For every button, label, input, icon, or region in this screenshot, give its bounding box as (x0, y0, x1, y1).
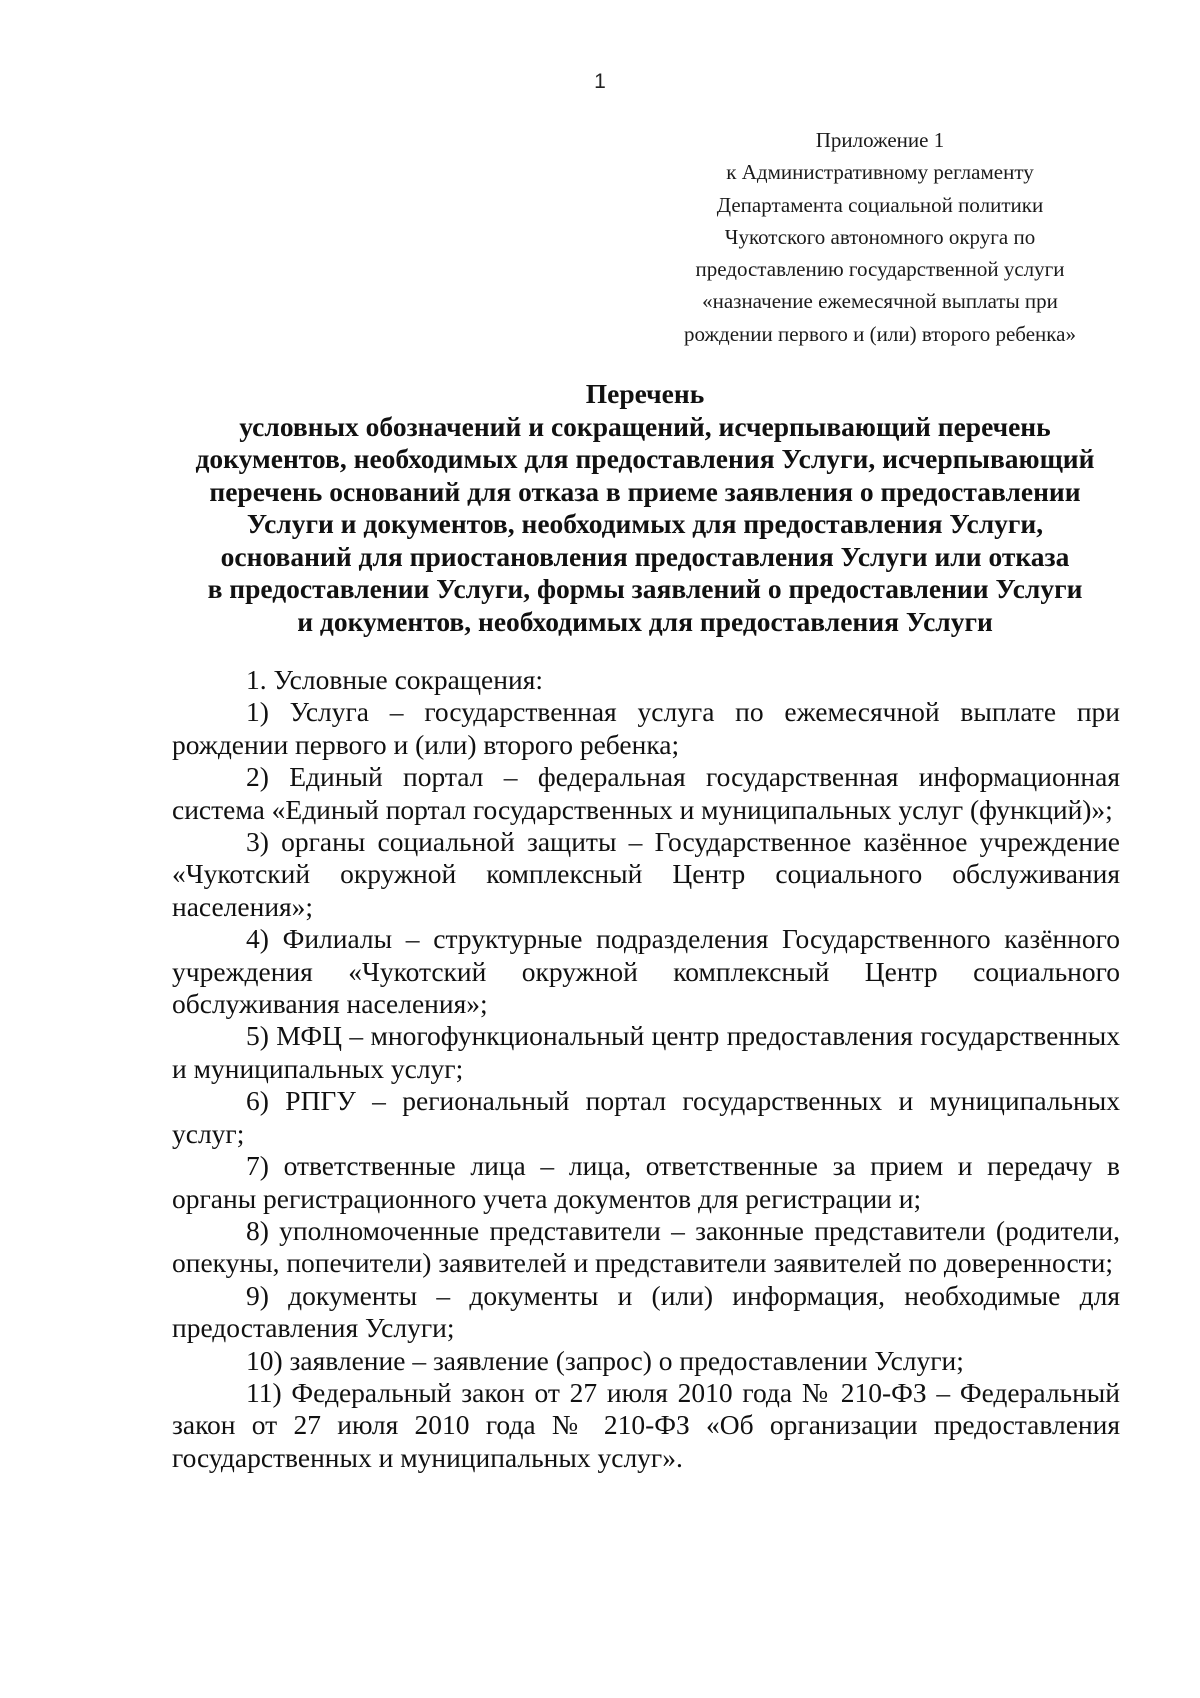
title-line: в предоставлении Услуги, формы заявлений о предоставлении Услуги (207, 573, 1083, 604)
title-heading: Перечень (585, 378, 705, 409)
list-item: 4) Филиалы – структурные подразделения Государственного казённого учреждения «Чукотский окружной комплексный Центр социального обслуживания населения»; (172, 923, 1120, 1020)
appendix-line: Приложение 1 (815, 128, 945, 152)
appendix-line: Чукотского автономного округа по (724, 224, 1036, 249)
list-item: 10) заявление – заявление (запрос) о предоставлении Услуги; (246, 1344, 964, 1376)
list-item: 5) МФЦ – многофункциональный центр предоставления государственных и муниципальных услуг; (172, 1020, 1120, 1084)
appendix-line: предоставлению государственной услуги (695, 257, 1065, 282)
list-item: 9) документы – документы и (или) информация, необходимые для предоставления Услуги; (172, 1279, 1120, 1344)
title-line: Услуги и документов, необходимых для предоставления Услуги, (246, 508, 1044, 539)
section-heading: 1. Условные сокращения: (246, 664, 543, 695)
appendix-line: Департамента социальной политики (716, 192, 1044, 217)
list-item: 6) РПГУ – региональный портал государственных и муниципальных услуг; (172, 1085, 1120, 1149)
document-body (172, 664, 1120, 1474)
list-item: 2) Единый портал – федеральная государственная информационная система «Единый портал государственных и муниципальных услуг (функций)»; (172, 761, 1120, 825)
title-line: перечень оснований для отказа в приеме заявления о предоставлении (209, 475, 1081, 507)
title-line: документов, необходимых для предоставления Услуги, исчерпывающий (195, 443, 1095, 474)
appendix-line: «назначение ежемесячной выплаты при (702, 289, 1058, 314)
page-number: 1 (594, 70, 606, 93)
appendix-line: к Административному регламенту (726, 160, 1034, 185)
list-item: 11) Федеральный закон от 27 июля 2010 года № 210-ФЗ – Федеральный закон от 27 июля 2010 года № 210-ФЗ «Об организации предоставления государственных и муниципальных услуг». (172, 1376, 1120, 1473)
appendix-line: рождении первого и (или) второго ребенка» (684, 321, 1076, 346)
title-line: оснований для приостановления предоставления Услуги или отказа (220, 540, 1070, 572)
appendix-header (640, 124, 1120, 350)
title-line: условных обозначений и сокращений, исчерпывающий перечень (239, 410, 1051, 442)
title-line: и документов, необходимых для предоставления Услуги (297, 605, 993, 637)
list-item: 3) органы социальной защиты – Государственное казённое учреждение «Чукотский окружной комплексный Центр социального обслуживания населения»; (172, 826, 1120, 922)
list-item: 1) Услуга – государственная услуга по ежемесячной выплате при рождении первого и (или) второго ребенка; (172, 696, 1120, 760)
document-title (170, 378, 1120, 638)
list-item: 7) ответственные лица – лица, ответственные за прием и передачу в органы регистрационного учета документов для регистрации и; (172, 1150, 1120, 1214)
list-item: 8) уполномоченные представители – законные представители (родители, опекуны, попечители) заявителей и представители заявителей по доверенности; (172, 1214, 1120, 1279)
